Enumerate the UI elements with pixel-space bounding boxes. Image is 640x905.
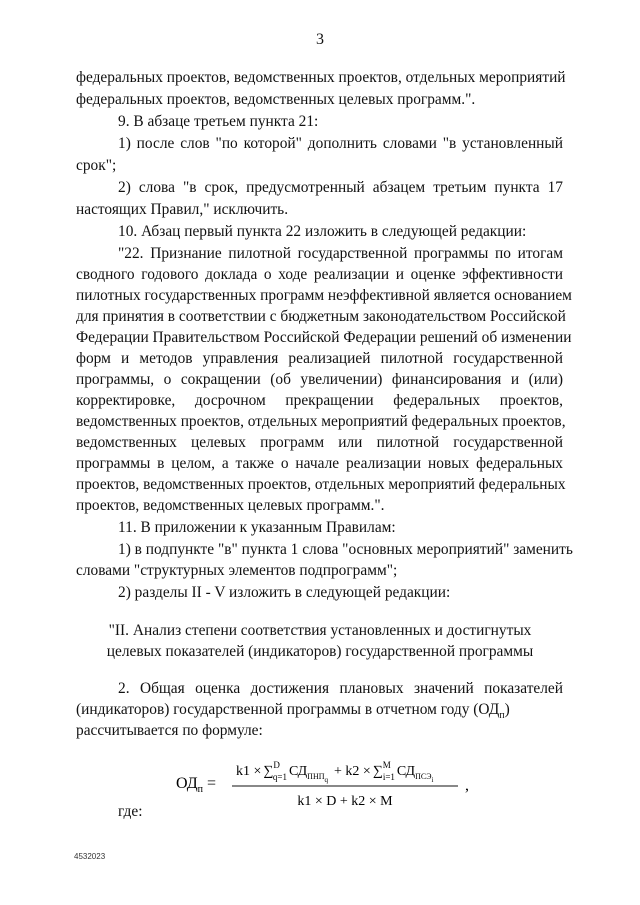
subscript: п [499,710,505,722]
formula-sum-2: ∑ [372,764,383,779]
formula-sd2-subsub: i [431,776,434,784]
formula-numerator [236,760,434,784]
page-number: 3 [316,31,324,48]
formula-sd1-sub: ПНП [307,772,325,781]
formula-trailing-comma: , [465,777,469,794]
text-line: программы в целом, а также о начале реализации новых федеральных [76,455,563,472]
formula-sd2: СД [396,764,416,779]
formula-sum1-upper: D [273,760,280,770]
formula-sd1-subsub: q [324,776,329,784]
formula-plus: + k2 × [334,764,371,779]
text-line: 10. Абзац первый пункта 22 изложить в следующей редакции: [118,223,527,240]
formula-denominator: k1 × D + k2 × M [297,794,393,809]
text-line: "22. Признание пилотной государственной программы по итогам [118,245,563,262]
text-line: 1) после слов "по которой" дополнить словами "в установленный [118,135,563,152]
formula-lhs [176,775,216,795]
text-line: рассчитывается по формуле: [76,722,263,739]
text-line: корректировке, досрочном прекращении федеральных проектов, [76,392,563,409]
text-line: для принятия в соответствии с бюджетным законодательством Российской [76,308,566,325]
text-line: пилотных государственных программ неэффективной является основанием [76,287,572,304]
document-code: 4532023 [74,852,106,861]
text-line: федеральных проектов, ведомственных целевых программ.". [76,91,476,108]
section-heading-line: целевых показателей (индикаторов) государственной программы [106,643,534,660]
text-line: 1) в подпункте "в" пункта 1 слова "основных мероприятий" заменить [118,541,573,558]
text-line: ведомственных проектов, отдельных мероприятий федеральных проектов, [76,413,566,430]
text-line: где: [118,803,143,820]
formula-equals: = [207,775,217,792]
text-line: проектов, ведомственных проектов, отдельных мероприятий федеральных [76,476,566,493]
formula-sd2-sub: ПСЭ [415,772,432,781]
formula-sd1: СД [288,764,308,779]
text-line: программы, о сокращении (об увеличении) финансирования и (или) [76,371,563,388]
formula-sum1-lower: q=1 [272,772,287,782]
formula-sum2-lower: i=1 [382,772,395,782]
text-line: федеральных проектов, ведомственных проектов, отдельных мероприятий [76,69,566,86]
text-line: 9. В абзаце третьем пункта 21: [118,113,319,130]
text-line: 2. Общая оценка достижения плановых значений показателей [118,680,563,697]
formula-sum2-upper: M [382,760,391,770]
text-line: проектов, ведомственных целевых программ.". [76,497,385,514]
text-line: словами "структурных элементов подпрограмм"; [76,562,398,579]
section-heading-line: "II. Анализ степени соответствия установленных и достигнутых [108,622,532,639]
text-line: сводного годового доклада о ходе реализации и оценке эффективности [76,266,563,283]
text-line: ведомственных целевых программ или пилотной государственной [76,434,563,451]
text-line: 2) разделы II - V изложить в следующей редакции: [118,584,451,601]
text-line: 11. В приложении к указанным Правилам: [118,519,396,536]
formula-lhs-sub: п [197,784,204,795]
formula-sum-1: ∑ [263,764,274,779]
text-line: 2) слова "в срок, предусмотренный абзацем третьим пункта 17 [118,179,563,196]
text-line-part: ) [504,701,510,718]
formula-lhs-text: ОД [176,775,198,792]
text-line: срок"; [76,157,117,174]
text-line [76,701,563,724]
text-line: настоящих Правил," исключить. [76,201,289,218]
text-line-part: (индикаторов) государственной программы в отчетном году (ОД [76,701,500,718]
text-line: форм и методов управления реализацией пилотной государственной [76,350,563,367]
text-line: Федерации Правительством Российской Федерации решений об изменении [76,329,572,346]
formula-k1: k1 × [236,764,262,779]
